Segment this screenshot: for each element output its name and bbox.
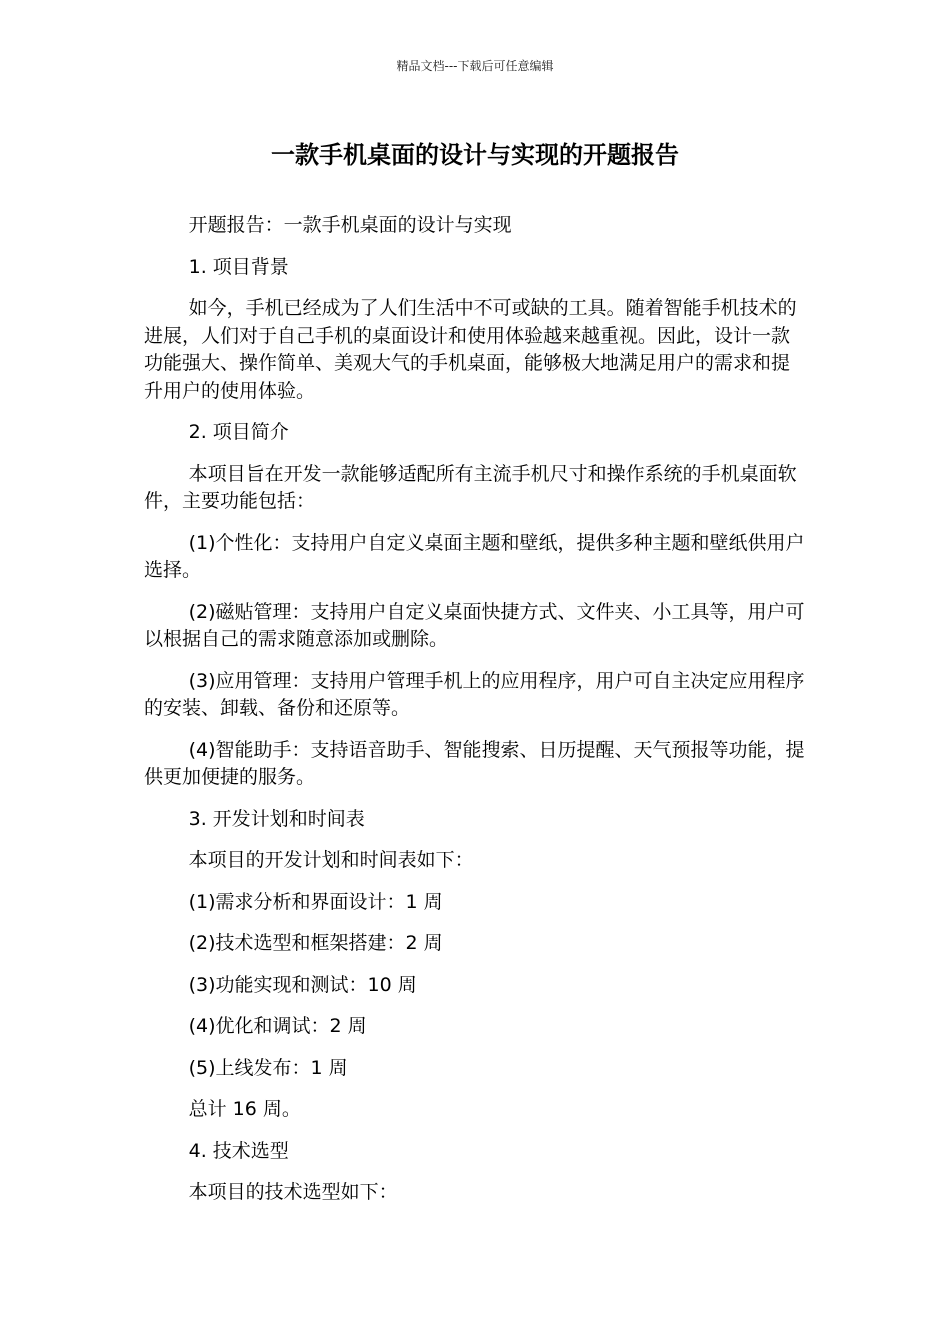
paragraph-schedule-intro: 本项目的开发计划和时间表如下： (188, 849, 474, 871)
page-header-watermark: 精品文档---下载后可任意编辑 (396, 59, 554, 73)
schedule-item-optimization: (4)优化和调试：2 周 (188, 1015, 367, 1037)
schedule-item-release: (5)上线发布：1 周 (188, 1056, 348, 1079)
feature-app-management: (3)应用管理：支持用户管理手机上的应用程序，用户可自主决定应用程序的安装、卸载、备份和还原等。 (144, 669, 805, 719)
paragraph-background: 如今，手机已经成为了人们生活中不可或缺的工具。随着智能手机技术的进展，人们对于自己手机的桌面设计和使用体验越来越重视。因此，设计一款功能强大、操作简单、美观大气的手机桌面，能够极大地满足用户的需求和提升用户的使用体验。 (144, 297, 797, 402)
schedule-item-requirements: (1)需求分析和界面设计：1 周 (188, 890, 443, 913)
feature-smart-assistant: (4)智能助手：支持语音助手、智能搜索、日历提醒、天气预报等功能，提供更加便捷的服务。 (144, 738, 805, 788)
schedule-item-implementation: (3)功能实现和测试：10 周 (188, 973, 417, 996)
paragraph-introduction: 本项目旨在开发一款能够适配所有主流手机尺寸和操作系统的手机桌面软件，主要功能包括： (144, 462, 797, 512)
section-heading-schedule: 3. 开发计划和时间表 (188, 807, 365, 830)
section-heading-background: 1. 项目背景 (188, 255, 289, 278)
section-heading-introduction: 2. 项目简介 (188, 421, 289, 443)
schedule-total: 总计 16 周。 (188, 1098, 301, 1120)
document-title: 一款手机桌面的设计与实现的开题报告 (271, 141, 679, 169)
feature-personalization: (1)个性化：支持用户自定义桌面主题和壁纸，提供多种主题和壁纸供用户选择。 (144, 531, 805, 581)
document-body (144, 212, 806, 1221)
section-heading-tech-selection: 4. 技术选型 (188, 1139, 289, 1162)
feature-tile-management: (2)磁贴管理：支持用户自定义桌面快捷方式、文件夹、小工具等，用户可以根据自己的需求随意添加或删除。 (144, 600, 805, 650)
paragraph-report-subject: 开题报告：一款手机桌面的设计与实现 (188, 214, 512, 236)
paragraph-tech-selection-intro: 本项目的技术选型如下： (188, 1181, 398, 1203)
schedule-item-framework: (2)技术选型和框架搭建：2 周 (188, 932, 443, 954)
